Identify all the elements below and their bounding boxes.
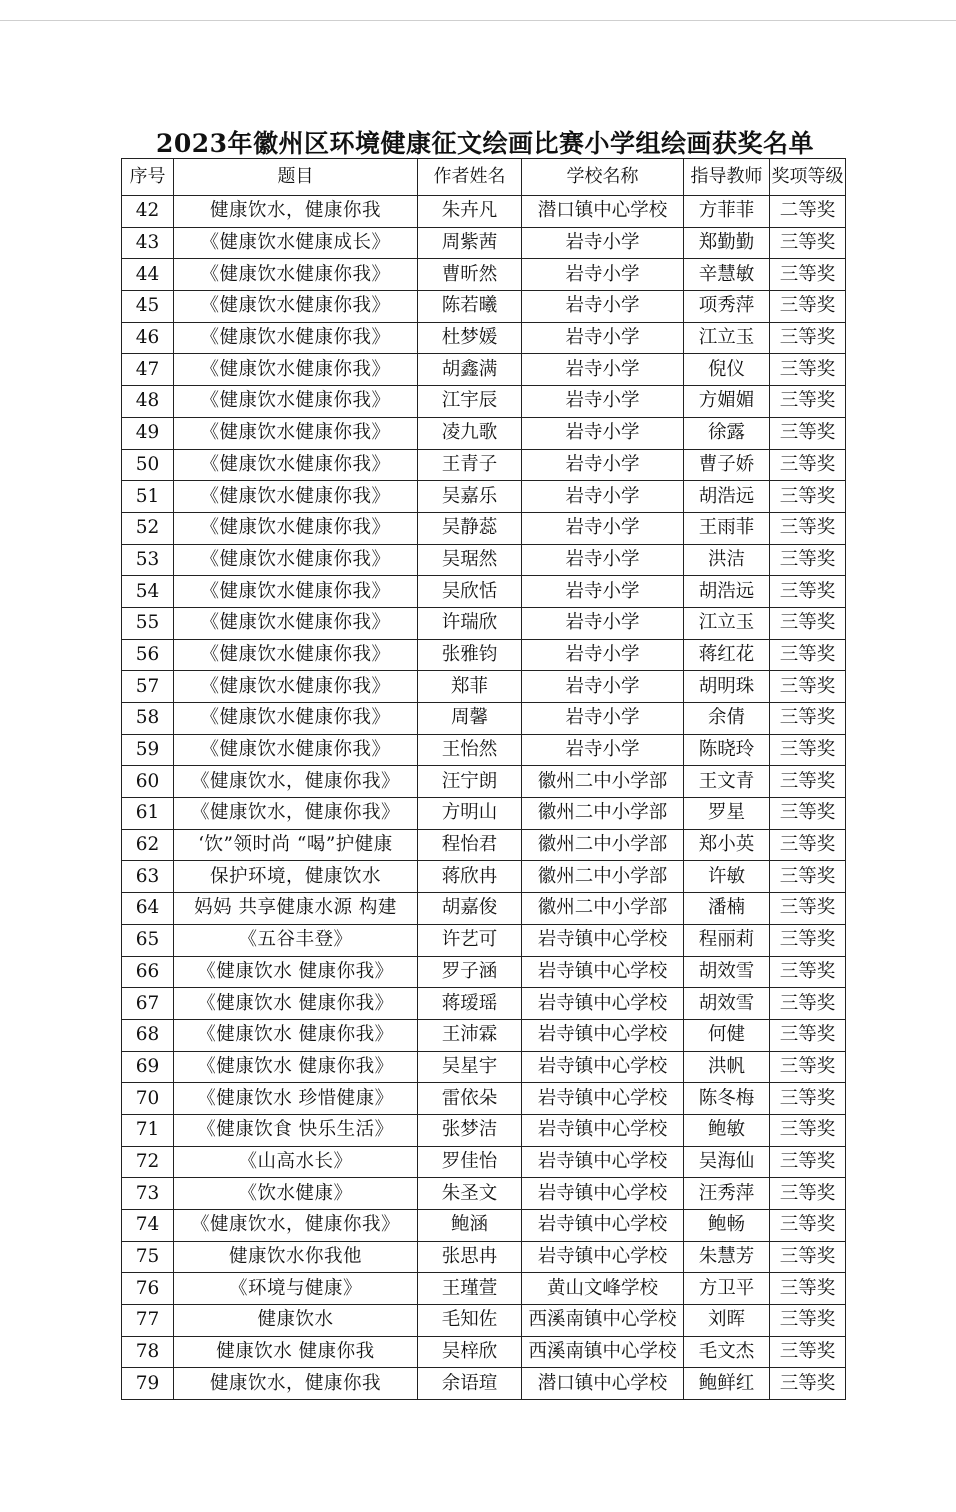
cell-school: 岩寺镇中心学校 bbox=[522, 1178, 684, 1210]
cell-school: 岩寺镇中心学校 bbox=[522, 1019, 684, 1051]
cell-index: 54 bbox=[122, 576, 174, 608]
cell-index: 67 bbox=[122, 988, 174, 1020]
cell-title: 《健康饮水健康你我》 bbox=[174, 639, 418, 671]
cell-title: 《环境与健康》 bbox=[174, 1273, 418, 1305]
cell-teacher: 余倩 bbox=[684, 703, 770, 735]
cell-title: 《健康饮水健康你我》 bbox=[174, 322, 418, 354]
table-row bbox=[122, 861, 846, 893]
cell-award: 三等奖 bbox=[770, 607, 846, 639]
cell-index: 76 bbox=[122, 1273, 174, 1305]
cell-author: 张雅钧 bbox=[418, 639, 522, 671]
cell-school: 岩寺镇中心学校 bbox=[522, 988, 684, 1020]
cell-title: 《健康饮水健康你我》 bbox=[174, 354, 418, 386]
cell-title: 《健康饮食 快乐生活》 bbox=[174, 1114, 418, 1146]
cell-title: 《健康饮水健康你我》 bbox=[174, 671, 418, 703]
cell-index: 65 bbox=[122, 924, 174, 956]
cell-award: 三等奖 bbox=[770, 386, 846, 418]
cell-title: 《健康饮水健康你我》 bbox=[174, 544, 418, 576]
cell-author: 朱卉凡 bbox=[418, 196, 522, 228]
table-row bbox=[122, 1083, 846, 1115]
cell-teacher: 刘晖 bbox=[684, 1305, 770, 1337]
cell-school: 岩寺小学 bbox=[522, 703, 684, 735]
cell-title: 《健康饮水 健康你我》 bbox=[174, 1019, 418, 1051]
cell-title: 《健康饮水健康你我》 bbox=[174, 449, 418, 481]
table-row bbox=[122, 259, 846, 291]
cell-author: 张梦洁 bbox=[418, 1114, 522, 1146]
cell-index: 64 bbox=[122, 893, 174, 925]
cell-author: 江宇辰 bbox=[418, 386, 522, 418]
cell-author: 周馨 bbox=[418, 703, 522, 735]
cell-award: 三等奖 bbox=[770, 798, 846, 830]
cell-teacher: 王文青 bbox=[684, 766, 770, 798]
cell-index: 73 bbox=[122, 1178, 174, 1210]
cell-author: 雷依朵 bbox=[418, 1083, 522, 1115]
cell-author: 汪宁朗 bbox=[418, 766, 522, 798]
cell-award: 三等奖 bbox=[770, 924, 846, 956]
page-title: 2023年徽州区环境健康征文绘画比赛小学组绘画获奖名单 bbox=[155, 129, 815, 158]
cell-award: 三等奖 bbox=[770, 893, 846, 925]
table-row bbox=[122, 1114, 846, 1146]
cell-index: 55 bbox=[122, 607, 174, 639]
cell-teacher: 汪秀萍 bbox=[684, 1178, 770, 1210]
award-table bbox=[121, 158, 846, 1400]
cell-index: 46 bbox=[122, 322, 174, 354]
cell-award: 三等奖 bbox=[770, 956, 846, 988]
cell-award: 三等奖 bbox=[770, 671, 846, 703]
header-school: 学校名称 bbox=[522, 159, 684, 196]
cell-teacher: 许敏 bbox=[684, 861, 770, 893]
cell-award: 三等奖 bbox=[770, 1051, 846, 1083]
cell-school: 潜口镇中心学校 bbox=[522, 1368, 684, 1400]
table-row bbox=[122, 924, 846, 956]
cell-index: 78 bbox=[122, 1336, 174, 1368]
table-row bbox=[122, 227, 846, 259]
cell-author: 胡鑫满 bbox=[418, 354, 522, 386]
cell-award: 三等奖 bbox=[770, 766, 846, 798]
table-row bbox=[122, 1051, 846, 1083]
cell-award: 三等奖 bbox=[770, 449, 846, 481]
table-row bbox=[122, 481, 846, 513]
cell-teacher: 蒋红花 bbox=[684, 639, 770, 671]
cell-index: 71 bbox=[122, 1114, 174, 1146]
cell-school: 岩寺小学 bbox=[522, 322, 684, 354]
cell-title: 《健康饮水健康你我》 bbox=[174, 291, 418, 323]
cell-school: 岩寺镇中心学校 bbox=[522, 1210, 684, 1242]
cell-school: 岩寺小学 bbox=[522, 417, 684, 449]
cell-award: 三等奖 bbox=[770, 259, 846, 291]
table-row bbox=[122, 512, 846, 544]
cell-title: 健康饮水 bbox=[174, 1305, 418, 1337]
cell-title: 《健康饮水健康你我》 bbox=[174, 734, 418, 766]
table-row bbox=[122, 703, 846, 735]
cell-index: 42 bbox=[122, 196, 174, 228]
cell-title: 妈妈 共享健康水源 构建 bbox=[174, 893, 418, 925]
cell-title: 《健康饮水 健康你我》 bbox=[174, 956, 418, 988]
cell-index: 43 bbox=[122, 227, 174, 259]
cell-title: 《健康饮水 健康你我》 bbox=[174, 988, 418, 1020]
cell-award: 三等奖 bbox=[770, 639, 846, 671]
cell-school: 岩寺小学 bbox=[522, 512, 684, 544]
cell-teacher: 胡浩远 bbox=[684, 576, 770, 608]
cell-index: 58 bbox=[122, 703, 174, 735]
cell-teacher: 方媚媚 bbox=[684, 386, 770, 418]
header-teacher: 指导教师 bbox=[684, 159, 770, 196]
table-row bbox=[122, 354, 846, 386]
cell-school: 岩寺镇中心学校 bbox=[522, 924, 684, 956]
cell-teacher: 吴海仙 bbox=[684, 1146, 770, 1178]
table-row bbox=[122, 734, 846, 766]
cell-title: 《健康饮水健康成长》 bbox=[174, 227, 418, 259]
table-row bbox=[122, 607, 846, 639]
cell-school: 岩寺小学 bbox=[522, 576, 684, 608]
cell-school: 岩寺小学 bbox=[522, 607, 684, 639]
cell-teacher: 曹子娇 bbox=[684, 449, 770, 481]
table-row bbox=[122, 1305, 846, 1337]
cell-award: 三等奖 bbox=[770, 291, 846, 323]
cell-award: 三等奖 bbox=[770, 1241, 846, 1273]
cell-index: 72 bbox=[122, 1146, 174, 1178]
cell-author: 蒋欣冉 bbox=[418, 861, 522, 893]
cell-teacher: 鲍敏 bbox=[684, 1114, 770, 1146]
cell-award: 三等奖 bbox=[770, 1336, 846, 1368]
header-index: 序号 bbox=[122, 159, 174, 196]
cell-author: 方明山 bbox=[418, 798, 522, 830]
cell-author: 王瑾萱 bbox=[418, 1273, 522, 1305]
cell-author: 吴琚然 bbox=[418, 544, 522, 576]
cell-title: 健康饮水 健康你我 bbox=[174, 1336, 418, 1368]
cell-author: 王沛霖 bbox=[418, 1019, 522, 1051]
cell-teacher: 王雨菲 bbox=[684, 512, 770, 544]
cell-school: 潜口镇中心学校 bbox=[522, 196, 684, 228]
cell-author: 凌九歌 bbox=[418, 417, 522, 449]
cell-title: 健康饮水，健康你我 bbox=[174, 196, 418, 228]
table-row bbox=[122, 291, 846, 323]
cell-index: 53 bbox=[122, 544, 174, 576]
cell-school: 岩寺小学 bbox=[522, 639, 684, 671]
cell-school: 西溪南镇中心学校 bbox=[522, 1305, 684, 1337]
table-row bbox=[122, 544, 846, 576]
cell-award: 三等奖 bbox=[770, 1210, 846, 1242]
cell-title: 健康饮水，健康你我 bbox=[174, 1368, 418, 1400]
cell-index: 63 bbox=[122, 861, 174, 893]
table-row bbox=[122, 639, 846, 671]
cell-author: 曹昕然 bbox=[418, 259, 522, 291]
cell-award: 三等奖 bbox=[770, 227, 846, 259]
cell-award: 三等奖 bbox=[770, 417, 846, 449]
cell-teacher: 辛慧敏 bbox=[684, 259, 770, 291]
cell-teacher: 郑小英 bbox=[684, 829, 770, 861]
cell-title: 《健康饮水健康你我》 bbox=[174, 512, 418, 544]
header-author: 作者姓名 bbox=[418, 159, 522, 196]
cell-teacher: 朱慧芳 bbox=[684, 1241, 770, 1273]
cell-school: 西溪南镇中心学校 bbox=[522, 1336, 684, 1368]
cell-school: 岩寺小学 bbox=[522, 734, 684, 766]
cell-award: 三等奖 bbox=[770, 988, 846, 1020]
cell-index: 56 bbox=[122, 639, 174, 671]
cell-author: 程怡君 bbox=[418, 829, 522, 861]
cell-author: 吴欣恬 bbox=[418, 576, 522, 608]
cell-author: 蒋瑷瑶 bbox=[418, 988, 522, 1020]
cell-author: 毛知佐 bbox=[418, 1305, 522, 1337]
header-title: 题目 bbox=[174, 159, 418, 196]
cell-teacher: 何健 bbox=[684, 1019, 770, 1051]
cell-school: 岩寺镇中心学校 bbox=[522, 1051, 684, 1083]
cell-title: 《健康饮水 健康你我》 bbox=[174, 1051, 418, 1083]
cell-school: 徽州二中小学部 bbox=[522, 766, 684, 798]
cell-school: 徽州二中小学部 bbox=[522, 829, 684, 861]
cell-school: 岩寺镇中心学校 bbox=[522, 1114, 684, 1146]
table-header-row bbox=[122, 159, 846, 196]
cell-index: 75 bbox=[122, 1241, 174, 1273]
cell-school: 岩寺小学 bbox=[522, 449, 684, 481]
cell-index: 70 bbox=[122, 1083, 174, 1115]
cell-index: 79 bbox=[122, 1368, 174, 1400]
cell-school: 岩寺小学 bbox=[522, 671, 684, 703]
cell-teacher: 陈冬梅 bbox=[684, 1083, 770, 1115]
cell-school: 岩寺小学 bbox=[522, 544, 684, 576]
cell-title: 《山高水长》 bbox=[174, 1146, 418, 1178]
cell-school: 徽州二中小学部 bbox=[522, 861, 684, 893]
cell-teacher: 鲍畅 bbox=[684, 1210, 770, 1242]
cell-index: 77 bbox=[122, 1305, 174, 1337]
cell-title: 《健康饮水，健康你我》 bbox=[174, 798, 418, 830]
cell-title: 健康饮水你我他 bbox=[174, 1241, 418, 1273]
cell-award: 三等奖 bbox=[770, 322, 846, 354]
cell-title: 《健康饮水健康你我》 bbox=[174, 703, 418, 735]
table-row bbox=[122, 1273, 846, 1305]
cell-teacher: 胡效雪 bbox=[684, 956, 770, 988]
cell-award: 二等奖 bbox=[770, 196, 846, 228]
table-row bbox=[122, 417, 846, 449]
cell-award: 三等奖 bbox=[770, 1178, 846, 1210]
cell-school: 岩寺小学 bbox=[522, 227, 684, 259]
cell-author: 郑菲 bbox=[418, 671, 522, 703]
cell-index: 48 bbox=[122, 386, 174, 418]
table-row bbox=[122, 766, 846, 798]
cell-title: 《健康饮水健康你我》 bbox=[174, 417, 418, 449]
cell-index: 62 bbox=[122, 829, 174, 861]
cell-award: 三等奖 bbox=[770, 1083, 846, 1115]
cell-teacher: 程丽莉 bbox=[684, 924, 770, 956]
cell-author: 张思冉 bbox=[418, 1241, 522, 1273]
cell-author: 周紫茜 bbox=[418, 227, 522, 259]
cell-teacher: 洪洁 bbox=[684, 544, 770, 576]
cell-index: 51 bbox=[122, 481, 174, 513]
cell-title: 《健康饮水 珍惜健康》 bbox=[174, 1083, 418, 1115]
cell-author: 吴梓欣 bbox=[418, 1336, 522, 1368]
cell-teacher: 郑勤勤 bbox=[684, 227, 770, 259]
cell-award: 三等奖 bbox=[770, 829, 846, 861]
cell-title: 《健康饮水健康你我》 bbox=[174, 259, 418, 291]
cell-school: 岩寺镇中心学校 bbox=[522, 1146, 684, 1178]
cell-title: 《健康饮水健康你我》 bbox=[174, 576, 418, 608]
cell-award: 三等奖 bbox=[770, 1305, 846, 1337]
cell-title: 《健康饮水，健康你我》 bbox=[174, 1210, 418, 1242]
cell-teacher: 徐露 bbox=[684, 417, 770, 449]
cell-author: 许瑞欣 bbox=[418, 607, 522, 639]
cell-author: 杜梦媛 bbox=[418, 322, 522, 354]
cell-index: 61 bbox=[122, 798, 174, 830]
cell-author: 胡嘉俊 bbox=[418, 893, 522, 925]
cell-school: 黄山文峰学校 bbox=[522, 1273, 684, 1305]
cell-teacher: 倪仪 bbox=[684, 354, 770, 386]
cell-teacher: 胡浩远 bbox=[684, 481, 770, 513]
cell-award: 三等奖 bbox=[770, 1273, 846, 1305]
cell-title: 《健康饮水健康你我》 bbox=[174, 607, 418, 639]
cell-teacher: 罗星 bbox=[684, 798, 770, 830]
table-row bbox=[122, 196, 846, 228]
cell-school: 岩寺镇中心学校 bbox=[522, 1241, 684, 1273]
cell-school: 岩寺小学 bbox=[522, 259, 684, 291]
cell-index: 66 bbox=[122, 956, 174, 988]
cell-teacher: 洪帆 bbox=[684, 1051, 770, 1083]
cell-award: 三等奖 bbox=[770, 1019, 846, 1051]
table-row bbox=[122, 1178, 846, 1210]
table-row bbox=[122, 671, 846, 703]
cell-author: 罗子涵 bbox=[418, 956, 522, 988]
cell-award: 三等奖 bbox=[770, 481, 846, 513]
cell-award: 三等奖 bbox=[770, 861, 846, 893]
table-row bbox=[122, 576, 846, 608]
cell-title: 《健康饮水，健康你我》 bbox=[174, 766, 418, 798]
table-row bbox=[122, 1146, 846, 1178]
cell-index: 57 bbox=[122, 671, 174, 703]
cell-index: 45 bbox=[122, 291, 174, 323]
table-row bbox=[122, 988, 846, 1020]
cell-school: 岩寺小学 bbox=[522, 354, 684, 386]
table-row bbox=[122, 956, 846, 988]
table-row bbox=[122, 829, 846, 861]
cell-index: 49 bbox=[122, 417, 174, 449]
table-row bbox=[122, 1368, 846, 1400]
table-row bbox=[122, 1210, 846, 1242]
cell-teacher: 方菲菲 bbox=[684, 196, 770, 228]
cell-author: 朱圣文 bbox=[418, 1178, 522, 1210]
cell-award: 三等奖 bbox=[770, 734, 846, 766]
table-row bbox=[122, 386, 846, 418]
cell-school: 岩寺镇中心学校 bbox=[522, 1083, 684, 1115]
cell-index: 74 bbox=[122, 1210, 174, 1242]
cell-school: 岩寺小学 bbox=[522, 291, 684, 323]
cell-title: 《健康饮水健康你我》 bbox=[174, 386, 418, 418]
cell-title: 保护环境，健康饮水 bbox=[174, 861, 418, 893]
cell-author: 王青子 bbox=[418, 449, 522, 481]
cell-school: 徽州二中小学部 bbox=[522, 798, 684, 830]
cell-award: 三等奖 bbox=[770, 1114, 846, 1146]
cell-index: 60 bbox=[122, 766, 174, 798]
cell-author: 余语瑄 bbox=[418, 1368, 522, 1400]
cell-award: 三等奖 bbox=[770, 544, 846, 576]
table-row bbox=[122, 322, 846, 354]
cell-author: 吴星宇 bbox=[418, 1051, 522, 1083]
cell-school: 岩寺镇中心学校 bbox=[522, 956, 684, 988]
cell-author: 陈若曦 bbox=[418, 291, 522, 323]
cell-author: 罗佳怡 bbox=[418, 1146, 522, 1178]
cell-school: 徽州二中小学部 bbox=[522, 893, 684, 925]
table-row bbox=[122, 449, 846, 481]
cell-author: 鲍涵 bbox=[418, 1210, 522, 1242]
cell-index: 59 bbox=[122, 734, 174, 766]
cell-index: 47 bbox=[122, 354, 174, 386]
cell-index: 68 bbox=[122, 1019, 174, 1051]
cell-teacher: 胡明珠 bbox=[684, 671, 770, 703]
cell-award: 三等奖 bbox=[770, 354, 846, 386]
cell-author: 王怡然 bbox=[418, 734, 522, 766]
cell-teacher: 江立玉 bbox=[684, 607, 770, 639]
cell-author: 吴静蕊 bbox=[418, 512, 522, 544]
cell-teacher: 潘楠 bbox=[684, 893, 770, 925]
cell-teacher: 毛文杰 bbox=[684, 1336, 770, 1368]
cell-title: ‘饮”领时尚 “喝”护健康 bbox=[174, 829, 418, 861]
cell-teacher: 胡效雪 bbox=[684, 988, 770, 1020]
cell-teacher: 陈晓玲 bbox=[684, 734, 770, 766]
cell-index: 44 bbox=[122, 259, 174, 291]
cell-title: 《饮水健康》 bbox=[174, 1178, 418, 1210]
cell-teacher: 项秀萍 bbox=[684, 291, 770, 323]
cell-award: 三等奖 bbox=[770, 1368, 846, 1400]
table-row bbox=[122, 893, 846, 925]
scan-edge-line bbox=[0, 20, 956, 21]
cell-title: 《健康饮水健康你我》 bbox=[174, 481, 418, 513]
cell-award: 三等奖 bbox=[770, 576, 846, 608]
table-row bbox=[122, 1241, 846, 1273]
cell-school: 岩寺小学 bbox=[522, 481, 684, 513]
cell-teacher: 鲍鲜红 bbox=[684, 1368, 770, 1400]
table-row bbox=[122, 1336, 846, 1368]
table-row bbox=[122, 1019, 846, 1051]
cell-author: 吴嘉乐 bbox=[418, 481, 522, 513]
cell-award: 三等奖 bbox=[770, 512, 846, 544]
cell-award: 三等奖 bbox=[770, 1146, 846, 1178]
cell-teacher: 江立玉 bbox=[684, 322, 770, 354]
cell-index: 69 bbox=[122, 1051, 174, 1083]
cell-index: 52 bbox=[122, 512, 174, 544]
cell-title: 《五谷丰登》 bbox=[174, 924, 418, 956]
cell-award: 三等奖 bbox=[770, 703, 846, 735]
cell-teacher: 方卫平 bbox=[684, 1273, 770, 1305]
cell-school: 岩寺小学 bbox=[522, 386, 684, 418]
table-row bbox=[122, 798, 846, 830]
cell-author: 许艺可 bbox=[418, 924, 522, 956]
header-award: 奖项等级 bbox=[770, 159, 846, 196]
cell-index: 50 bbox=[122, 449, 174, 481]
